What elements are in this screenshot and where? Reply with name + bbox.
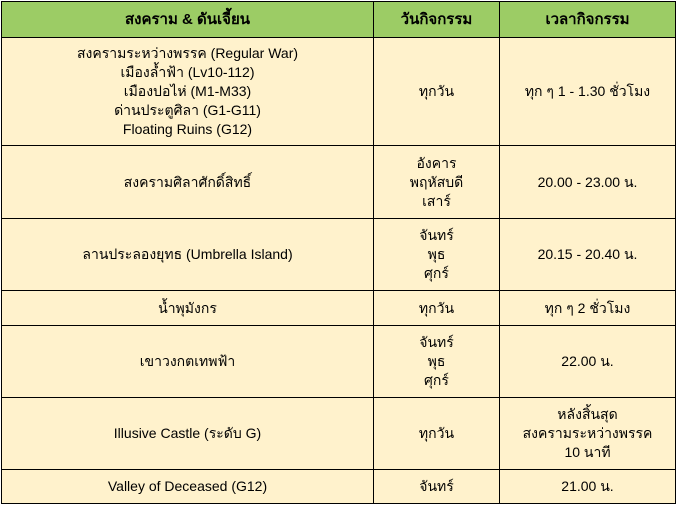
day-line: เสาร์ [422,192,451,209]
event-line: เขาวงกตเทพฟ้า [139,353,236,369]
event-cell [2,291,374,326]
day-line: จันทร์ [419,334,454,350]
table-row [2,470,676,504]
event-line: ด่านประตูศิลา (G1-G11) [114,102,261,118]
event-schedule-table [1,1,676,504]
time-cell [500,146,676,219]
time-line: ทุก ๆ 2 ชั่วโมง [544,299,631,316]
day-line: ทุกวัน [418,425,455,441]
header-time: เวลากิจกรรม [500,2,676,38]
event-line: น้ำพุมังกร [158,299,217,316]
time-cell [500,219,676,291]
event-cell [2,219,374,291]
day-line: ทุกวัน [418,83,455,99]
days-cell [374,470,500,504]
event-line: ลานประลองยุทธ (Umbrella Island) [82,246,293,262]
time-line: 20.15 - 20.40 น. [537,246,638,262]
table-row [2,291,676,326]
day-line: พุธ [427,353,446,369]
days-cell [374,146,500,219]
days-cell [374,398,500,470]
header-days: วันกิจกรรม [374,2,500,38]
day-line: พฤหัสบดี [409,173,464,190]
event-line: เมืองล้ำฟ้า (Lv10-112) [120,64,255,80]
time-line: 20.00 - 23.00 น. [537,173,638,190]
table-row [2,326,676,398]
event-cell [2,470,374,504]
day-line: อังคาร [416,154,457,171]
event-line: เมืองปอไห่ (M1-M33) [123,83,252,99]
day-line: จันทร์ [419,227,454,243]
event-line: Floating Ruins (G12) [122,121,253,137]
day-line: จันทร์ [419,478,454,494]
day-line: ทุกวัน [418,299,455,316]
event-line: สงครามศิลาศักดิ์สิทธิ์ [123,173,252,190]
time-line: 21.00 น. [561,478,614,494]
event-line: Valley of Deceased (G12) [107,478,268,494]
table-row [2,146,676,219]
table-row [2,219,676,291]
time-line: หลังสิ้นสุด [557,406,618,422]
day-line: ศุกร์ [424,265,449,281]
days-cell [374,219,500,291]
days-cell [374,38,500,146]
time-line: 22.00 น. [561,353,614,369]
days-cell [374,291,500,326]
event-line: สงครามระหว่างพรรค (Regular War) [76,45,299,61]
table-row [2,38,676,146]
time-line: ทุก ๆ 1 - 1.30 ชั่วโมง [524,83,651,99]
time-cell [500,38,676,146]
day-line: ศุกร์ [424,372,449,388]
event-cell [2,146,374,219]
time-cell [500,291,676,326]
event-line: Illusive Castle (ระดับ G) [113,425,262,441]
time-cell [500,470,676,504]
time-cell [500,326,676,398]
event-cell [2,38,374,146]
time-line: สงครามระหว่างพรรค [522,425,653,441]
event-cell [2,326,374,398]
header-row [2,2,676,38]
event-cell [2,398,374,470]
time-line: 10 นาที [564,444,611,460]
header-event: สงคราม & ดันเจี้ยน [2,2,374,38]
days-cell [374,326,500,398]
time-cell [500,398,676,470]
day-line: พุธ [427,246,446,262]
table-row [2,398,676,470]
